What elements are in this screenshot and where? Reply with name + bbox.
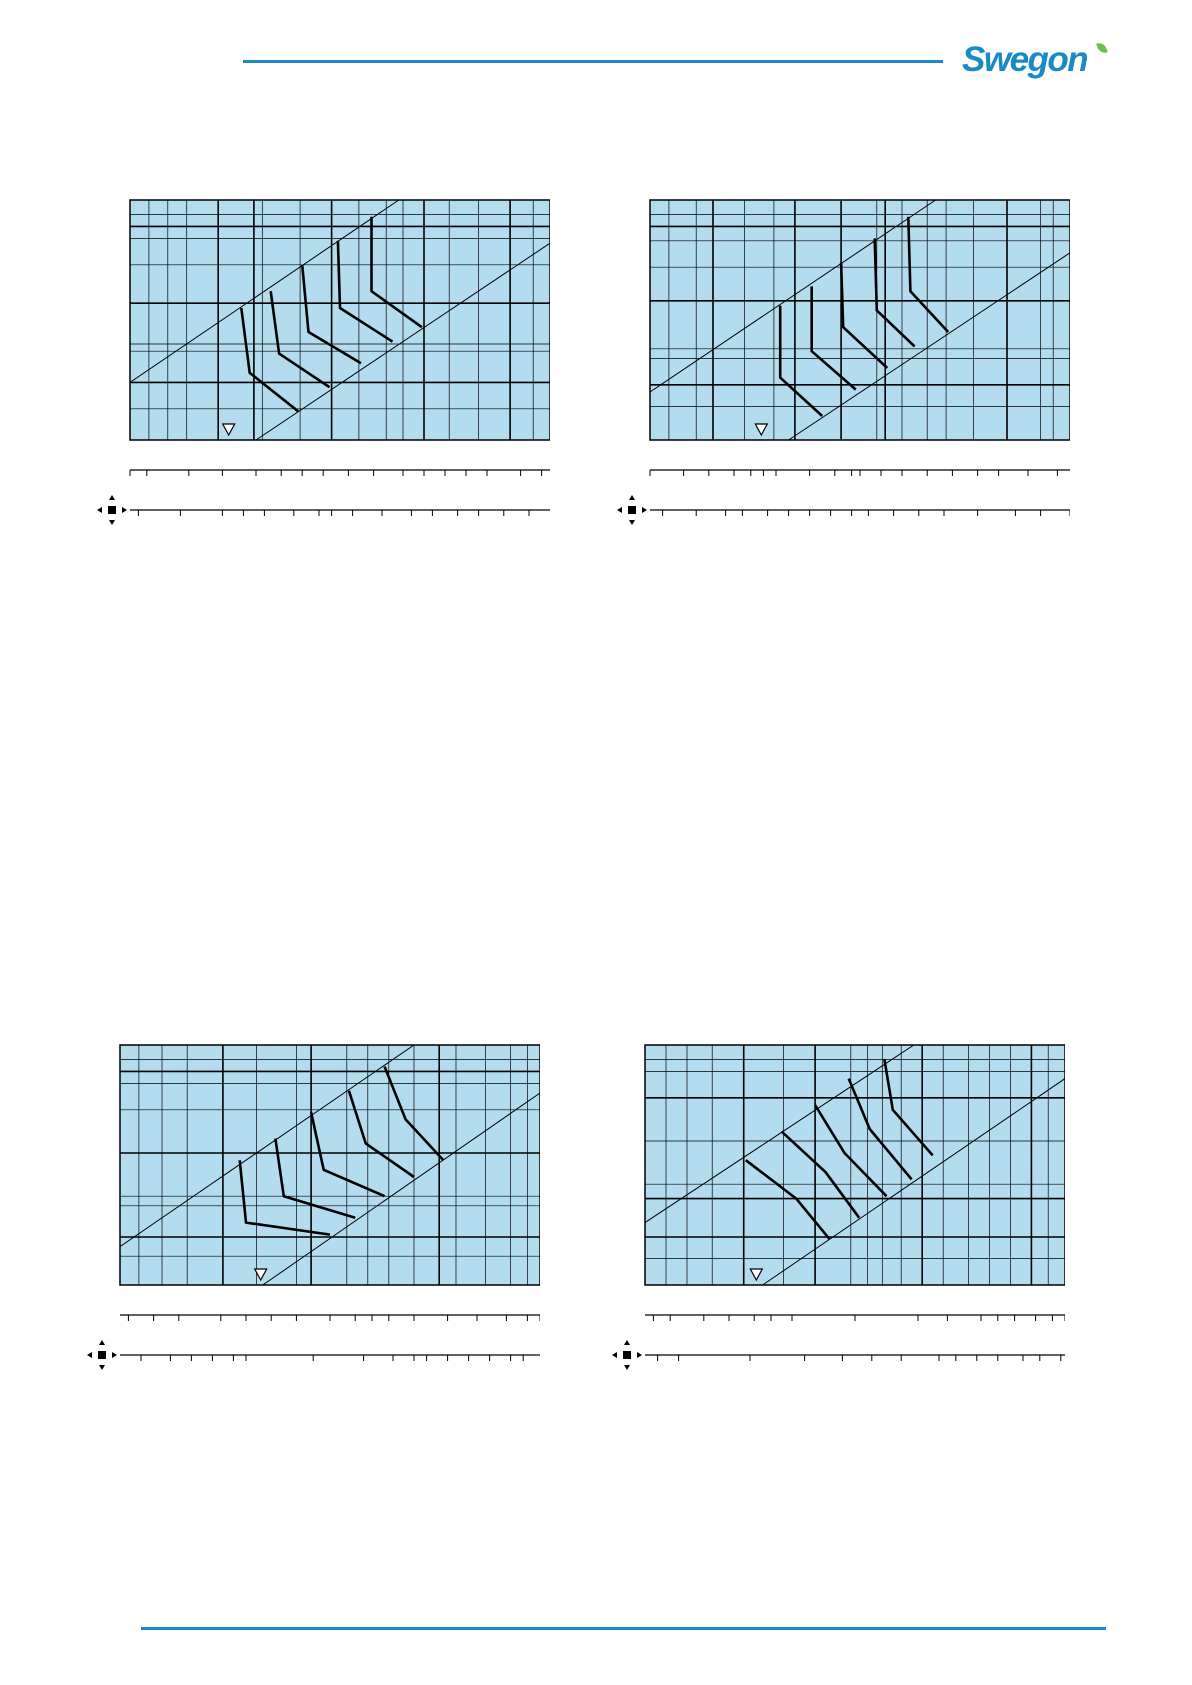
- swegon-logo: [962, 38, 1112, 84]
- plot-area: [120, 1045, 540, 1285]
- damper-arrows-icon: [97, 495, 127, 525]
- logo-wordmark: Swegon: [962, 40, 1088, 79]
- plot-area: [130, 200, 550, 440]
- footer-rule: [141, 1627, 1106, 1630]
- chart-top-left: [90, 190, 550, 530]
- damper-arrows-icon: [87, 1340, 117, 1370]
- chart-bottom-right: [605, 1035, 1065, 1375]
- chart-bottom-left: [80, 1035, 540, 1375]
- header-rule: [243, 60, 943, 63]
- damper-arrows-icon: [612, 1340, 642, 1370]
- chart-top-right: [610, 190, 1070, 530]
- damper-arrows-icon: [617, 495, 647, 525]
- logo-leaf-icon: [1096, 41, 1108, 55]
